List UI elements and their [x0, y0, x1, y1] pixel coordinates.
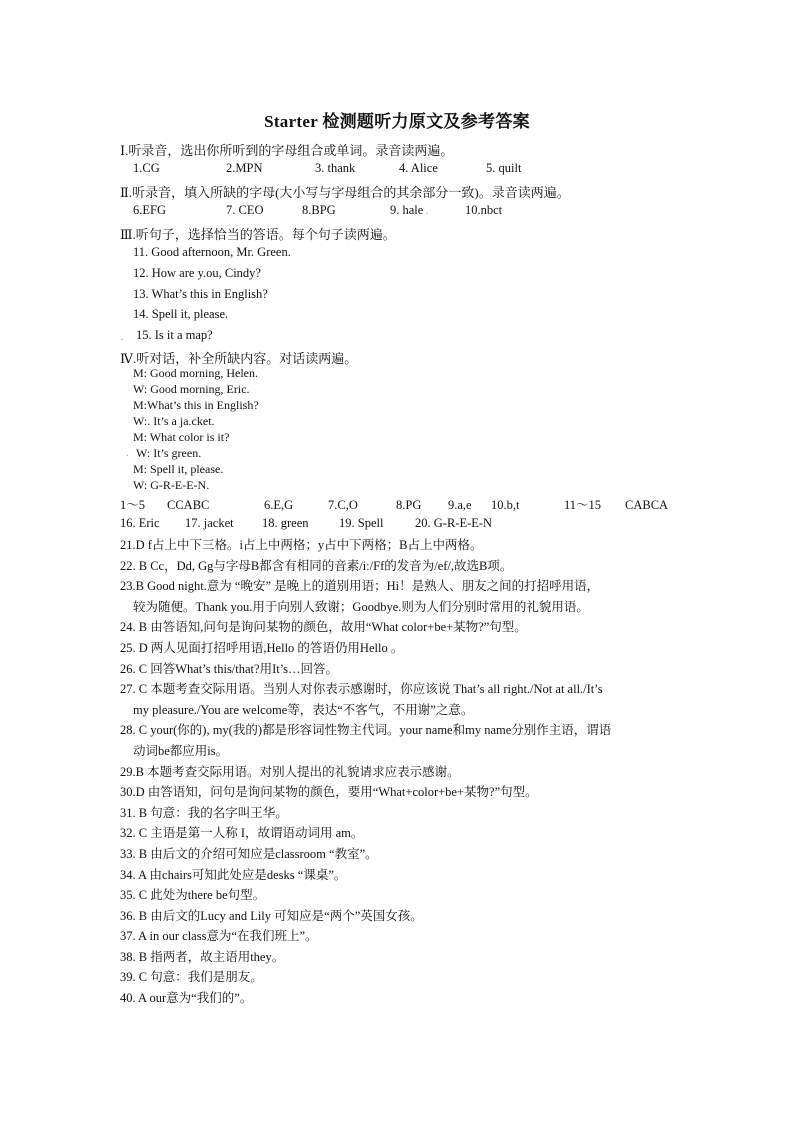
list-item: 6.EFG: [133, 203, 166, 217]
section-4-heading: Ⅳ.听对话，补全所缺内容。对话读两遍。: [120, 351, 358, 366]
section-3-heading: Ⅲ.听句子，选择恰当的答语。每个句子读两遍。: [120, 227, 396, 242]
answer-line: 23.B Good night.意为 “晚安” 是晚上的道别用语；Hi！是熟人、朋友之间的打招呼用语，: [120, 579, 600, 594]
section-2-heading: Ⅱ.听录音，填入所缺的字母(大小写与字母组合的其余部分一致)。录音读两遍。: [120, 185, 570, 200]
answer-line: 28. C your(你的), my(我的)都是形容词性物主代词。your name和my name分别作主语，谓语: [120, 723, 612, 738]
answer-line: 较为随便。Thank you.用于向别人致谢；Goodbye.则为人们分别时常用的礼貌用语。: [133, 599, 589, 614]
answer-line: 27. C 本题考查交际用语。当别人对你表示感谢时，你应该说 That’s all right./Not at all./It’s: [120, 682, 603, 697]
summary-cell: 10.b,t: [491, 498, 520, 512]
dialogue-line: M: Spell it, please.: [133, 462, 224, 476]
summary-cell: 20. G-R-E-E-N: [415, 516, 493, 530]
section-2-items: [133, 203, 502, 218]
list-item: 2.MPN: [226, 161, 263, 175]
answer-line: 32. C 主语是第一人称 I，故谓语动词用 am。: [120, 826, 364, 841]
answer-line: my pleasure./You are welcome等，表达“不客气，不用谢”之意。: [133, 702, 474, 717]
summary-cell: 6.E,G: [264, 498, 294, 512]
question-item: 14. Spell it, please.: [133, 307, 229, 321]
summary-cell: CCABC: [167, 498, 210, 512]
answer-line: 26. C 回答What’s this/that?用It’s…回答。: [120, 661, 339, 676]
stray-mark: .: [121, 332, 124, 343]
dialogue-line: M:What’s this in English?: [133, 398, 259, 412]
summary-cell: 17. jacket: [185, 516, 234, 530]
page-title: Starter 检测题听力原文及参考答案: [264, 112, 530, 131]
answer-line: 24. B 由答语知,问句是询问某物的颜色，故用“What color+be+某物?”句型。: [120, 620, 527, 635]
answer-line: 31. B 句意：我的名字叫王华。: [120, 805, 288, 820]
answer-line: 36. B 由后文的Lucy and Lily 可知应是“两个”英国女孩。: [120, 908, 423, 923]
dialogue-line: M: Good morning, Helen.: [133, 366, 258, 380]
answer-line: 40. A our意为“我们的”。: [120, 991, 253, 1006]
list-item: 5. quilt: [486, 161, 522, 175]
answer-line: 35. C 此处为there be句型。: [120, 888, 266, 903]
section-1-items: [133, 161, 521, 176]
dialogue-line: W: G-R-E-E-N.: [133, 478, 210, 492]
summary-cell: CABCA: [625, 498, 669, 512]
answer-line: 21.D f占上中下三格。i占上中两格；y占中下两格；B占上中两格。: [120, 538, 483, 552]
answer-summary-row-1: [120, 495, 668, 513]
stray-mark: .: [126, 448, 129, 459]
question-item: 13. What’s this in English?: [133, 287, 268, 301]
list-item: 8.BPG: [302, 203, 336, 217]
list-item: 1.CG: [133, 161, 160, 175]
summary-cell: 11～15: [564, 498, 602, 512]
summary-cell: 7.C,O: [328, 498, 358, 512]
dialogue-line: W: It’s green.: [136, 446, 202, 460]
dialogue-line: M: What color is it?: [133, 430, 230, 444]
answer-line: 29.B 本题考查交际用语。对别人提出的礼貌请求应表示感谢。: [120, 764, 460, 779]
list-item: 9. hale: [390, 203, 424, 217]
answer-line: 22. B Cc，Dd, Gg与字母B都含有相同的音素/iː/Ff的发音为/ef/,故选B项。: [120, 558, 513, 573]
answer-explanations: [120, 535, 680, 1009]
answer-line: 39. C 句意：我们是朋友。: [120, 970, 263, 985]
section-1-heading: Ⅰ.听录音，选出你所听到的字母组合或单词。录音读两遍。: [120, 143, 454, 158]
question-item: 15. Is it a map?: [136, 328, 213, 342]
list-item: 7. CEO: [226, 203, 264, 217]
answer-line: 30.D 由答语知，问句是询问某物的颜色，要用“What+color+be+某物?”句型。: [120, 785, 538, 800]
answer-line: 33. B 由后文的介绍可知应是classroom “教室”。: [120, 846, 378, 861]
dialogue-line: W:. It’s a ja.cket.: [133, 414, 215, 428]
summary-cell: 19. Spell: [339, 516, 384, 530]
stray-mark: .: [426, 206, 429, 217]
list-item: 10.nbct: [465, 203, 503, 217]
summary-cell: 16. Eric: [120, 516, 160, 530]
answer-line: 38. B 指两者，故主语用they。: [120, 949, 285, 964]
summary-cell: 9.a,e: [448, 498, 472, 512]
summary-cell: 18. green: [262, 516, 309, 530]
summary-cell: 1～5: [120, 498, 146, 512]
answer-line: 动词be都应用is。: [133, 743, 229, 758]
list-item: 3. thank: [315, 161, 356, 175]
question-item: 12. How are y.ou, Cindy?: [133, 266, 261, 280]
list-item: 4. Alice: [399, 161, 438, 175]
answer-summary-row-2: [120, 516, 492, 531]
summary-cell: 8.PG: [396, 498, 422, 512]
question-item: 11. Good afternoon, Mr. Green.: [133, 245, 291, 259]
dialogue-line: W: Good morning, Eric.: [133, 382, 250, 396]
answer-line: 34. A 由chairs可知此处应是desks “课桌”。: [120, 867, 347, 882]
answer-line: 25. D 两人见面打招呼用语,Hello 的答语仍用Hello 。: [120, 640, 404, 655]
answer-line: 37. A in our class意为“在我们班上”。: [120, 929, 318, 944]
